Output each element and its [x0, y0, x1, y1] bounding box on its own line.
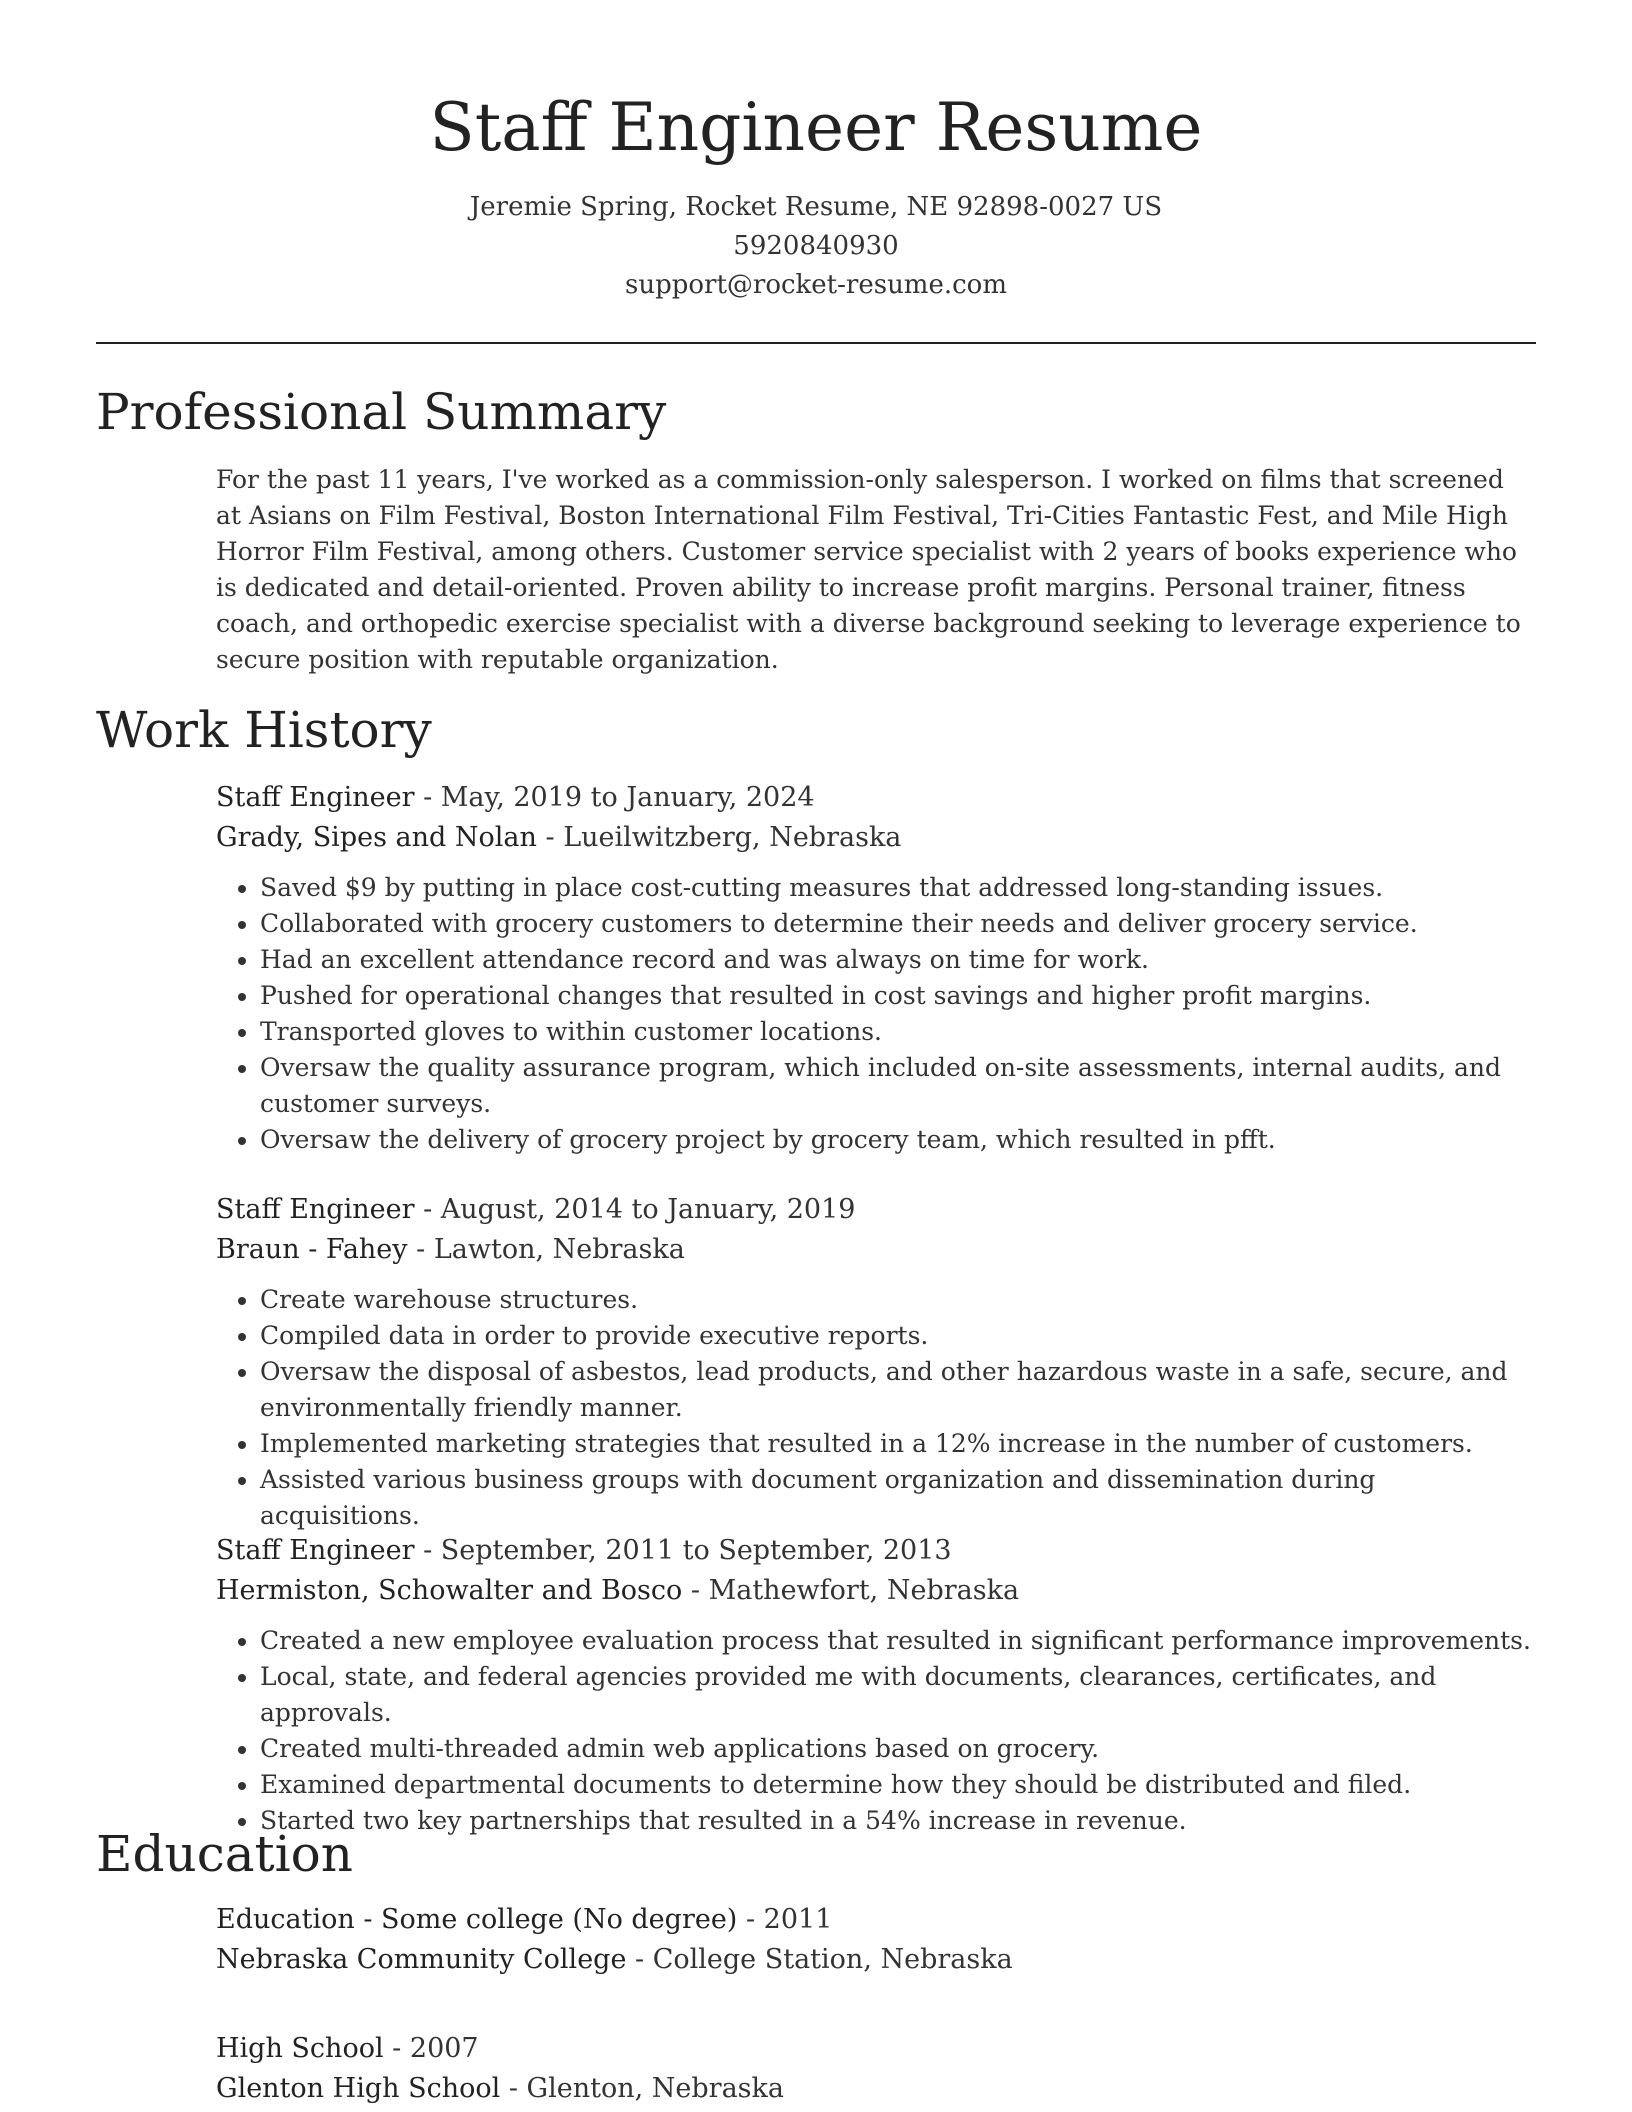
job-title-line: Staff Engineer - September, 2011 to September, 2013 — [216, 1535, 952, 1566]
education-degree-line: High School - 2007 — [216, 2033, 479, 2064]
education-location: Glenton, Nebraska — [526, 2073, 784, 2104]
job-dates: September, 2011 to September, 2013 — [440, 1535, 952, 1566]
resume-header — [96, 78, 1536, 305]
job-bullet: • Local, state, and federal agencies provided me with documents, clearances, certificates, and approvals. — [260, 1659, 1536, 1731]
job-company-line: Braun - Fahey - Lawton, Nebraska — [216, 1234, 685, 1265]
job-bullet: • Saved $9 by putting in place cost-cutting measures that addressed long-standing issues. — [260, 870, 1536, 906]
job-dates: May, 2019 to January, 2024 — [440, 782, 815, 813]
education-school: Glenton High School — [216, 2073, 501, 2104]
job-bullet: • Assisted various business groups with document organization and dissemination during acquisitions. — [260, 1462, 1536, 1534]
job-bullet: • Implemented marketing strategies that resulted in a 12% increase in the number of customers. — [260, 1426, 1536, 1462]
job-dates: August, 2014 to January, 2019 — [440, 1194, 856, 1225]
job-bullet: • Oversaw the delivery of grocery project by grocery team, which resulted in pfft. — [260, 1122, 1536, 1158]
job-company: Braun - Fahey — [216, 1234, 408, 1265]
job-role: Staff Engineer — [216, 782, 415, 813]
education-degree: High School — [216, 2033, 384, 2064]
job-bullet: • Started two key partnerships that resulted in a 54% increase in revenue. — [260, 1803, 1536, 1839]
contact-email: support@rocket-resume.com — [624, 270, 1007, 300]
job-entry — [216, 778, 1536, 1158]
job-bullet: • Collaborated with grocery customers to determine their needs and deliver grocery service. — [260, 906, 1536, 942]
job-company-line: Grady, Sipes and Nolan - Lueilwitzberg, Nebraska — [216, 822, 902, 853]
job-entry — [216, 1190, 1536, 1534]
education-year: 2011 — [763, 1904, 833, 1935]
job-company: Hermiston, Schowalter and Bosco — [216, 1575, 683, 1606]
education-degree: Education - Some college (No degree) — [216, 1904, 738, 1935]
contact-info — [96, 188, 1536, 305]
job-bullet-list — [216, 1623, 1536, 1839]
job-bullet: • Pushed for operational changes that resulted in cost savings and higher profit margins. — [260, 978, 1536, 1014]
education-school-line: Glenton High School - Glenton, Nebraska — [216, 2073, 784, 2104]
job-location: Mathewfort, Nebraska — [708, 1575, 1020, 1606]
education-school: Nebraska Community College — [216, 1944, 627, 1975]
job-bullet: • Examined departmental documents to determine how they should be distributed and filed. — [260, 1767, 1536, 1803]
job-bullet-list — [216, 870, 1536, 1158]
job-bullet: • Oversaw the quality assurance program, which included on-site assessments, internal audits, and customer surveys. — [260, 1050, 1536, 1122]
job-bullet: • Transported gloves to within customer locations. — [260, 1014, 1536, 1050]
job-company-line: Hermiston, Schowalter and Bosco - Mathewfort, Nebraska — [216, 1575, 1020, 1606]
education-degree-line: Education - Some college (No degree) - 2011 — [216, 1904, 833, 1935]
education-location: College Station, Nebraska — [652, 1944, 1013, 1975]
contact-phone: 5920840930 — [733, 231, 899, 261]
section-heading-education: Education — [96, 1825, 353, 1883]
page-title: Staff Engineer Resume — [429, 89, 1203, 166]
job-company: Grady, Sipes and Nolan — [216, 822, 537, 853]
job-bullet: • Oversaw the disposal of asbestos, lead products, and other hazardous waste in a safe, secure, and environmentally friendly manner. — [260, 1354, 1536, 1426]
section-heading-work-history: Work History — [96, 701, 432, 759]
job-bullet-list — [216, 1282, 1536, 1534]
job-role: Staff Engineer — [216, 1194, 415, 1225]
education-year: 2007 — [409, 2033, 479, 2064]
job-bullet: • Had an excellent attendance record and was always on time for work. — [260, 942, 1536, 978]
job-bullet: • Compiled data in order to provide executive reports. — [260, 1318, 1536, 1354]
job-location: Lawton, Nebraska — [433, 1234, 685, 1265]
job-bullet: • Created a new employee evaluation process that resulted in significant performance improvements. — [260, 1623, 1536, 1659]
education-entry — [216, 2029, 1536, 2109]
header-divider — [96, 342, 1536, 344]
section-heading-summary: Professional Summary — [96, 383, 667, 441]
education-school-line: Nebraska Community College - College Station, Nebraska — [216, 1944, 1013, 1975]
job-title-line: Staff Engineer - August, 2014 to January, 2019 — [216, 1194, 856, 1225]
job-bullet: • Create warehouse structures. — [260, 1282, 1536, 1318]
job-entry — [216, 1531, 1536, 1839]
job-location: Lueilwitzberg, Nebraska — [563, 822, 902, 853]
contact-address: Jeremie Spring, Rocket Resume, NE 92898-0027 US — [469, 192, 1163, 222]
summary-text: For the past 11 years, I've worked as a commission-only salesperson. I worked on films that screened at Asians on Film Festival, Boston International Film Festival, Tri-Cities Fantastic Fest, and Mile High Horror Film Festival, among others. Customer service specialist with 2 years of books experience who is dedicated and detail-oriented. Proven ability to increase profit margins. Personal trainer, fitness coach, and orthopedic exercise specialist with a diverse background seeking to leverage experience to secure position with reputable organization. — [216, 465, 1521, 674]
job-title-line: Staff Engineer - May, 2019 to January, 2024 — [216, 782, 815, 813]
education-entry — [216, 1900, 1536, 1980]
job-bullet: • Created multi-threaded admin web applications based on grocery. — [260, 1731, 1536, 1767]
job-role: Staff Engineer — [216, 1535, 415, 1566]
